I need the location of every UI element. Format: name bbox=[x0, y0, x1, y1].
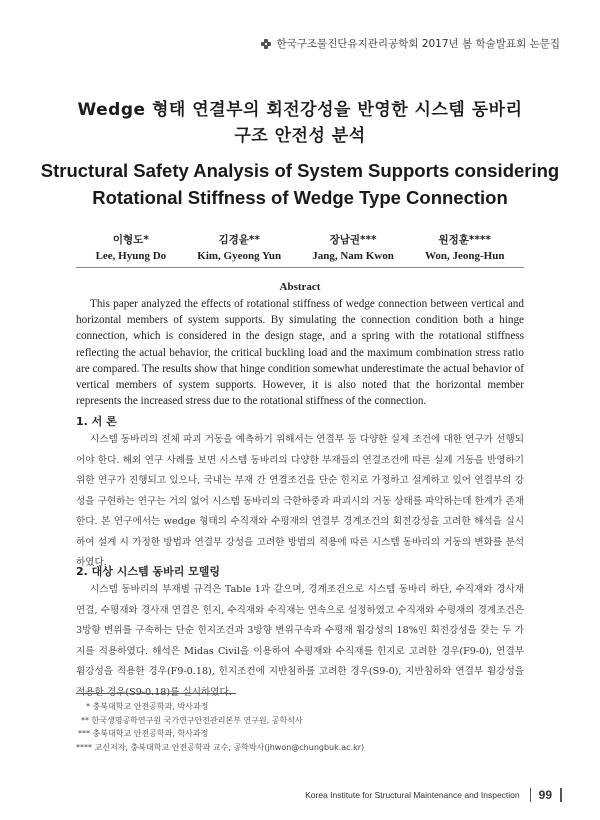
author bbox=[96, 232, 167, 262]
section-heading-introduction: 1. 서 론 bbox=[76, 415, 117, 428]
footnote: *** 충북대학교 안전공학과, 학사과정 bbox=[78, 729, 209, 738]
author-name-korean: 원정훈**** bbox=[438, 234, 491, 246]
abstract-heading: Abstract bbox=[279, 281, 321, 293]
author-name-korean: 김경윤** bbox=[218, 234, 260, 246]
journal-logo-icon bbox=[261, 39, 271, 49]
footnote: **** 교신저자, 충북대학교 안전공학과 교수, 공학박사(jhwon@chungbuk.ac.kr) bbox=[76, 742, 365, 752]
author bbox=[197, 232, 281, 262]
section-text-introduction: 시스템 동바리의 전체 파괴 거동을 예측하기 위해서는 연결부 등 다양한 실제 조건에 대한 연구가 선행되어야 한다. 해외 연구 사례를 보면 시스템 동바리의 다양한 부재들의 연결조건에 따른 실제 거동을 반영하기 위한 연구가 진행되고 있으나, 국내는 부재 간 연결조건을 단순 힌지로 가정하고 설계하고 있어 연결부의 강성을 구현하는 연구는 거의 없어 시스템 동바리의 극한하중과 파괴시의 거동 상태를 파악하는데 한계가 존재한다. 본 연구에서는 wedge 형태의 수직재와 수평재의 연결부 경계조건의 회전강성을 고려한 해석을 실시하여 설계 시 가정한 방법과 연결부 강성을 고려한 방법의 적용에 따른 시스템 동바리의 거동의 변화를 분석하였다. bbox=[76, 434, 524, 568]
page-number: 99 bbox=[530, 788, 552, 802]
author-name-english: Jang, Nam Kwon bbox=[312, 250, 394, 262]
footer-bar bbox=[560, 788, 562, 802]
author bbox=[425, 232, 504, 262]
title-english-line-1: Structural Safety Analysis of System Supports considering bbox=[40, 160, 560, 181]
journal-name: 한국구조물진단유지관리공학회 2017년 봄 학술발표회 논문집 bbox=[276, 38, 560, 50]
section-text-modeling: 시스템 동바리의 부재별 규격은 Table 1과 같으며, 경계조건으로 시스템 동바리 하단, 수직재와 경사재 연결, 수평재와 경사재 연결은 힌지, 수직재와 수직재는 연속으로 설정하였고 수직재와 수평재의 경계조건은 3방향 변위를 구속하는 단순 힌지조건과 3방향 변위구속과 수평재 휨강성의 18%인 회전강성을 갖는 두 가지를 적용하였다. 해석은 Midas Civil을 이용하여 수평재와 수직재를 힌지로 고려한 경우(F9-0), 연결부 휨강성을 적용한 경우(F9-0.18), 힌지조건에 지반침하를 고려한 경우(S9-0), 지반침하와 연결부 휨강성을 적용한 경우(S9-0.18)를 실시하였다. bbox=[76, 584, 524, 698]
footnote: ** 한국생명공학연구원 국가연구안전관리본부 연구원, 공학석사 bbox=[81, 715, 303, 725]
abstract-text: This paper analyzed the effects of rotational stiffness of wedge connection between vertical and horizontal members of system supports. By simulating the connection condition both a hinge connection, which is considered in the design stage, and a spring with the rotational stiffness reflecting the actual behavior, the critical buckling load and the maximum combination stress ratio are compared. The results show that hinge condition somewhat underestimate the actual behavior of vertical members of system supports. However, it is also noted that the horizontal member represents the increased stress due to the rotational stiffness of the connection. bbox=[76, 298, 524, 408]
author-name-english: Won, Jeong-Hun bbox=[424, 250, 505, 262]
title-english-line-2: Rotational Stiffness of Wedge Type Connection bbox=[92, 187, 508, 208]
section-heading-modeling: 2. 대상 시스템 동바리 모델링 bbox=[76, 565, 221, 578]
author-name-english: Kim, Gyeong Yun bbox=[197, 250, 282, 262]
author-name-korean: 이형도* bbox=[112, 234, 149, 246]
title-korean-line-1: Wedge 형태 연결부의 회전강성을 반영한 시스템 동바리 bbox=[77, 100, 523, 120]
author bbox=[312, 232, 394, 262]
title-korean-line-2: 구조 안전성 분석 bbox=[234, 126, 366, 146]
footnote-rule bbox=[76, 693, 236, 694]
divider-rule bbox=[76, 267, 524, 268]
footnote: * 충북대학교 안전공학과, 박사과정 bbox=[86, 702, 209, 711]
footer-institute: Korea Institute for Structural Maintenance and Inspection bbox=[305, 790, 520, 800]
author-name-english: Lee, Hyung Do bbox=[95, 250, 167, 262]
author-name-korean: 장남권*** bbox=[329, 234, 377, 246]
footnotes bbox=[76, 700, 524, 754]
author-list bbox=[80, 232, 520, 262]
page-footer bbox=[305, 788, 562, 802]
journal-header bbox=[261, 36, 560, 51]
